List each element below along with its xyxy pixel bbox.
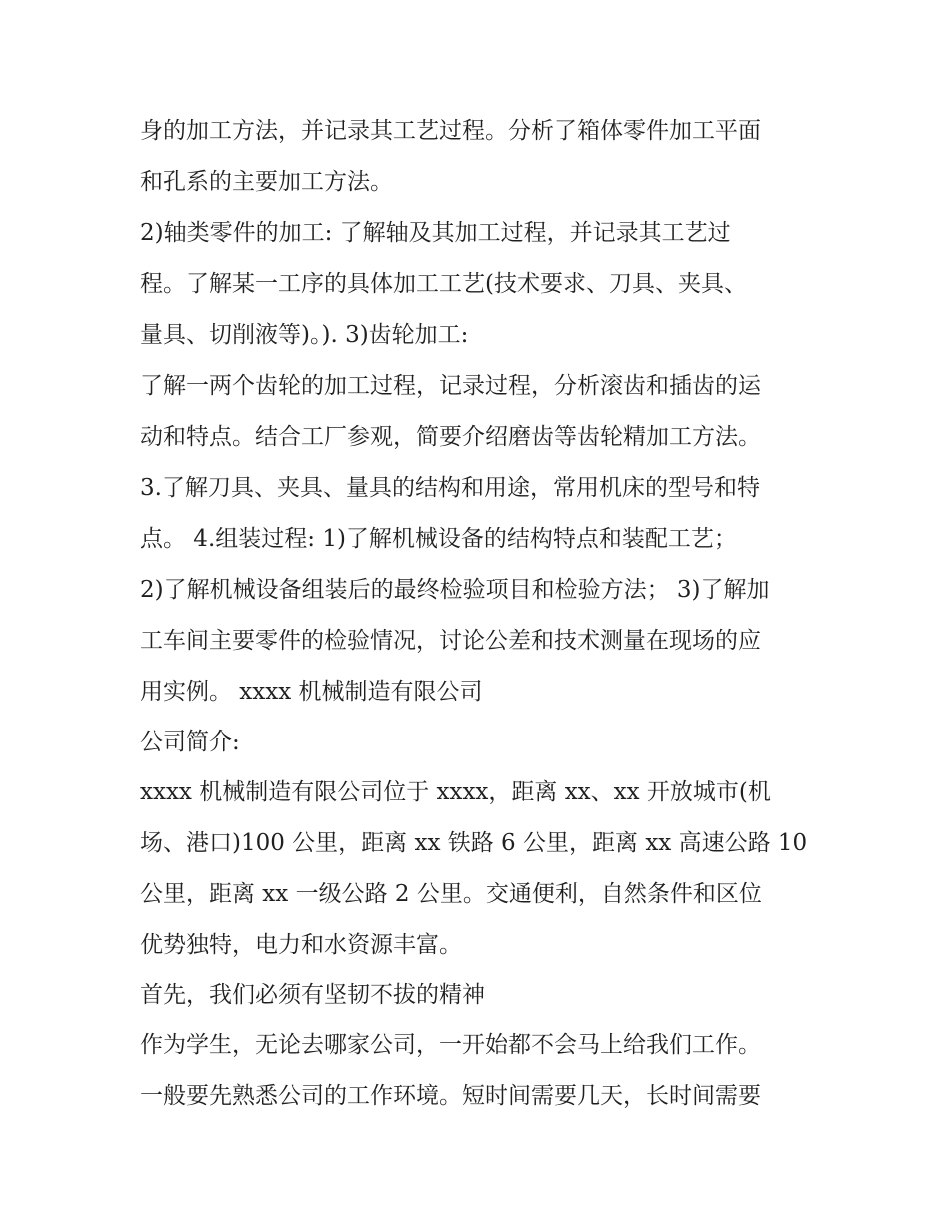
text-line: 身的加工方法，并记录其工艺过程。分析了箱体零件加工平面 xyxy=(140,118,761,144)
section-heading: 公司简介: xyxy=(140,729,240,755)
text-line: 量具、切削液等)。). 3)齿轮加工: xyxy=(140,322,469,348)
text-line: xxxx 机械制造有限公司位于 xxxx，距离 xx、xx 开放城市(机 xyxy=(140,779,771,805)
document-body xyxy=(140,106,820,1122)
text-line: 一般要先熟悉公司的工作环境。短时间需要几天，长时间需要 xyxy=(140,1083,761,1109)
text-line: 了解一两个齿轮的加工过程，记录过程，分析滚齿和插齿的运 xyxy=(140,373,761,399)
text-line: 2)轴类零件的加工: 了解轴及其加工过程，并记录其工艺过 xyxy=(140,220,731,246)
text-line: 动和特点。结合工厂参观，简要介绍磨齿等齿轮精加工方法。 xyxy=(140,424,761,450)
text-line: 作为学生，无论去哪家公司，一开始都不会马上给我们工作。 xyxy=(140,1032,761,1058)
text-line: 3.了解刀具、夹具、量具的结构和用途，常用机床的型号和特 xyxy=(140,475,760,501)
text-line: 优势独特，电力和水资源丰富。 xyxy=(140,932,462,958)
text-line: 程。了解某一工序的具体加工工艺(技术要求、刀具、夹具、 xyxy=(140,271,747,297)
text-line: 2)了解机械设备组装后的最终检验项目和检验方法； 3)了解加 xyxy=(140,577,770,603)
text-line: 工车间主要零件的检验情况，讨论公差和技术测量在现场的应 xyxy=(140,628,761,654)
text-line: 用实例。 xxxx 机械制造有限公司 xyxy=(140,679,483,705)
text-line: 公里，距离 xx 一级公路 2 公里。交通便利，自然条件和区位 xyxy=(140,881,762,907)
section-heading: 首先，我们必须有坚韧不拔的精神 xyxy=(140,982,485,1008)
text-line: 场、港口)100 公里，距离 xx 铁路 6 公里，距离 xx 高速公路 10 xyxy=(140,830,808,856)
text-line: 点。 4.组装过程: 1)了解机械设备的结构特点和装配工艺； xyxy=(140,526,737,552)
text-line: 和孔系的主要加工方法。 xyxy=(140,169,393,195)
